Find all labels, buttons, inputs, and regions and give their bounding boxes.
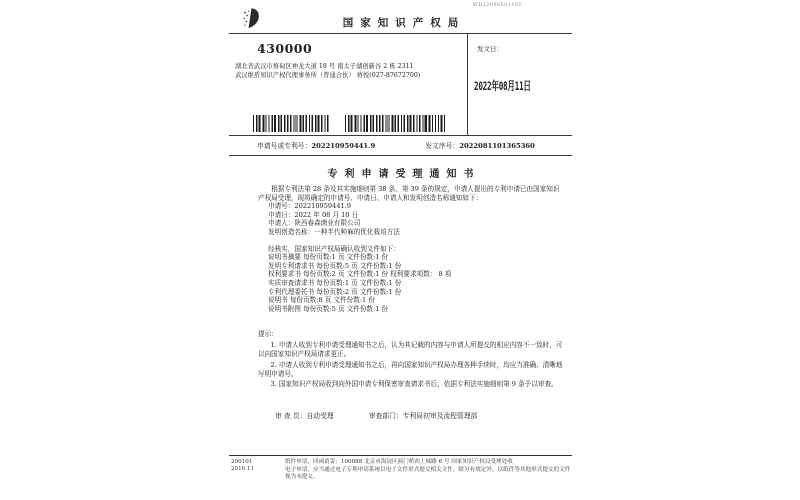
footer-instructions: [285, 459, 572, 481]
review-department-value: 专利局初审及流程管理部: [402, 412, 478, 421]
application-number-label: 申请号或专利号：: [257, 142, 312, 150]
dispatch-date-box: [467, 34, 572, 135]
form-date: 2010.11: [231, 466, 255, 473]
document-header: [229, 0, 572, 33]
intro-paragraph: 根据专利法第 28 条及其实施细则第 38 条、第 39 条的规定，申请人提出的专利申请已由国家知识产权局受理，现将确定的申请号、申请日、申请人和发明创造名称通知如下：: [258, 185, 560, 202]
agency-title: 国家知识产权局: [342, 17, 466, 29]
form-footer: [229, 455, 572, 481]
examiner-label: 审 查 员：: [275, 412, 307, 421]
notes-section: [229, 330, 572, 389]
barcode: [253, 115, 329, 132]
serial-number: [425, 140, 535, 150]
form-code-column: [229, 459, 285, 481]
examiner-value: 自动受理: [306, 412, 334, 421]
footer-line-2: 电子申请，应当通过电子专利申请系统以电子文件形式提交相关文件。除另有规定外，以纸件等其他形式提交的文件视为未提交。: [285, 466, 571, 480]
address-dispatch-band: [229, 33, 572, 136]
barcode-row: [253, 115, 445, 132]
reference-row: [229, 136, 572, 156]
address-line-1: 湖北省武汉市蔡甸区神龙大道 18 号 南太子湖创新谷 2 栋 2311: [235, 63, 414, 70]
footer-line-1: 纸件申请，回函请寄：100088 北京市海淀区蓟门桥西土城路 6 号 国家知识产权局受理处收: [285, 459, 513, 465]
barcode: [345, 115, 445, 132]
note-item: 3. 国家知识产权局收到向外国申请专利保密审查请求书后，依据专利法实施细则第 9 条予以审查。: [270, 380, 558, 389]
signoff-row: [229, 410, 572, 420]
serial-number-value: 2022081101365360: [459, 142, 535, 150]
note-item: 2. 申请人收到专利申请受理通知书之后，再向国家知识产权局办理各种手续时，均应当准确、清晰地写明申请号。: [258, 360, 563, 378]
mailing-block: [229, 34, 467, 135]
form-code: 200101: [231, 459, 253, 465]
received-document: 权利要求书 每份页数:2 页 文件份数:1 份 权利要求项数： 8 项: [268, 270, 452, 279]
field-invention-title: 发明创造名称：一种半代种麻的优化栽培方法: [268, 227, 400, 236]
dispatch-date-label: 发文日：: [477, 45, 503, 53]
serial-number-label: 发文序号：: [425, 142, 460, 150]
notice-document: [229, 0, 572, 420]
field-application-number: 申请号：202210959441.9: [268, 202, 352, 211]
examiner: [275, 410, 334, 420]
application-number-value: 202210959441.9: [311, 142, 376, 150]
received-document: 说明书附图 每份页数:5 页 文件份数:1 份: [268, 304, 389, 313]
address-line-2: 武汉维盾知识产权代理事务所（普通合伙） 蒋悦(027-87672700): [235, 71, 421, 79]
received-document: 说明书摘要 每份页数:1 页 文件份数:1 份: [268, 253, 389, 262]
received-document: 专利代理委托书 每份页数:2 页 文件份数:1 份: [268, 287, 402, 296]
field-application-date: 申请日：2022 年 08 月 10 日: [268, 210, 359, 219]
note-item: 1. 申请人收到专利申请受理通知书之后，认为其记载的内容与申请人所提交的相应内容不一致时，可以向国家知识产权局请求更正。: [258, 341, 563, 358]
review-department: [369, 410, 478, 420]
received-document: 实质审查请求书 每份页数:1 页 文件份数:1 份: [268, 278, 402, 287]
postal-code: 430000: [257, 41, 313, 56]
received-document: 说明书 每份页数:8 页 文件份数:1 份: [268, 296, 375, 305]
notice-title: 专利申请受理通知书: [327, 169, 481, 180]
application-number: [257, 140, 375, 150]
review-department-label: 审查部门：: [368, 412, 403, 421]
received-intro: 经核实，国家知识产权局确认收到文件如下：: [268, 244, 400, 253]
document-code: WD22098501101: [472, 2, 522, 8]
mailing-address: [235, 63, 467, 81]
received-document: 发明专利请求书 每份页数:5 页 文件份数:1 份: [268, 261, 402, 270]
notes-heading: 提示：: [258, 330, 278, 339]
notice-body: [229, 185, 572, 313]
dispatch-date-value: 2022年08月11日: [474, 79, 531, 94]
field-applicant: 申请人：陕西春森菌业有限公司: [268, 219, 361, 228]
